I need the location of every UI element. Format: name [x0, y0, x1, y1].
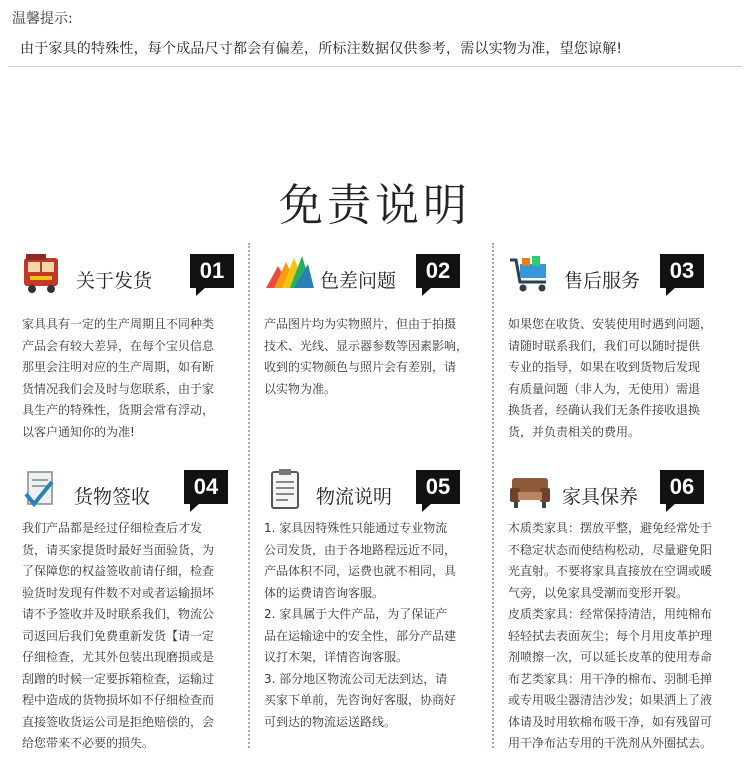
card-number-badge: 06 [660, 470, 704, 504]
card-text-line: 验货时发现有件数不对或者运输损坏 [22, 585, 215, 600]
card-body [508, 314, 733, 443]
card-after-sales [508, 252, 733, 443]
card-text-line: 程中造成的货物损坏如不仔细检查而 [22, 693, 215, 707]
card-text-line: 轻轻拭去表面灰尘；每个月用皮革护理 [508, 628, 713, 643]
card-text-line: 技术、光线、显示器参数等因素影响， [264, 338, 469, 353]
card-number-badge: 01 [190, 254, 234, 288]
card-text-line: 专业的指导，如果在收到货物后发现 [508, 360, 701, 374]
card-number-badge: 05 [416, 470, 460, 504]
card-number-badge: 02 [416, 254, 460, 288]
card-logistics [264, 468, 489, 733]
card-text-line: 2. 家具属于大件产品，为了保证产 [264, 607, 448, 621]
card-body [508, 518, 736, 755]
card-text-line: 皮质类家具：经常保持清洁，用纯棉布 [508, 607, 713, 621]
card-text-line: 请不予签收并及时联系我们，物流公 [22, 607, 215, 621]
card-text-line: 不稳定状态而使结构松动，尽量避免阳 [508, 542, 713, 557]
card-text-line: 刮蹭的时候一定要拆箱检查，运输过 [22, 671, 215, 686]
card-text-line: 那里会注明对应的生产周期，如有断 [22, 360, 215, 374]
card-body [264, 518, 489, 733]
card-text-line: 光直射。不要将家具直接放在空调或暖 [508, 564, 713, 578]
card-text-line: 我们产品都是经过仔细检查后才发 [22, 521, 203, 535]
card-text-line: 有质量问题（非人为，无使用）需退 [508, 381, 701, 396]
card-text-line: 家具具有一定的生产周期且不同种类 [22, 317, 215, 331]
card-number-badge: 04 [184, 470, 228, 504]
card-text-line: 具生产的特殊性，货期会常有浮动， [22, 403, 215, 417]
card-text-line: 议打木架，详情咨询客服。 [264, 650, 409, 664]
card-text-line: 仔细检查，尤其外包装出现磨损或是 [22, 650, 215, 664]
card-text-line: 收到的实物颜色与照片会有差别，请 [264, 360, 457, 374]
card-text-line: 品在运输途中的安全性，部分产品建 [264, 628, 457, 643]
card-text-line: 木质类家具：摆放平整，避免经常处于 [508, 521, 713, 535]
card-text-line: 气旁，以免家具受潮而变形开裂。 [508, 585, 689, 600]
tips-text: 由于家具的特殊性，每个成品尺寸都会有偏差，所标注数据仅供参考，需以实物为准，望您谅解! [20, 41, 623, 57]
card-title: 关于发货 [76, 270, 153, 292]
card-text-line: 体请及时用软棉布吸干净，如有残留可 [508, 714, 713, 729]
shopping-cart-icon [508, 252, 552, 296]
card-text-line: 可到达的物流运送路线。 [264, 714, 397, 729]
sofa-icon [508, 468, 552, 512]
card-text-line: 公司发货，由于各地路程远近不同， [264, 542, 457, 557]
card-text-line: 换货者，经确认我们无条件接收退换 [508, 403, 701, 417]
card-text-line: 司返回后我们免费重新发货【请一定 [22, 628, 215, 643]
card-body [22, 518, 247, 755]
card-text-line: 给您带来不必要的损失。 [22, 736, 155, 750]
card-body [22, 314, 247, 443]
card-text-line: 1. 家具因特殊性只能通过专业物流 [264, 521, 448, 535]
checklist-icon [22, 468, 64, 512]
card-text-line: 产品会有较大差异，在每个宝贝信息 [22, 338, 215, 353]
card-text-line: 如果您在收货、安装使用时遇到问题， [508, 317, 713, 331]
card-text-line: 货情况我们会及时与您联系，由于家 [22, 381, 215, 396]
card-title: 家具保养 [562, 486, 639, 508]
card-text-line: 3. 部分地区物流公司无法到达，请 [264, 671, 448, 686]
card-text-line: 或专用吸尘器清洁沙发；如果洒上了液 [508, 693, 713, 707]
card-body [264, 314, 489, 400]
card-text-line: 以客户通知你的为准! [22, 424, 135, 439]
card-text-line: 买家下单前，先咨询好客服，协商好 [264, 693, 457, 707]
clipboard-icon [264, 468, 306, 512]
card-text-line: 体的运费请咨询客服。 [264, 585, 385, 600]
card-title: 色差问题 [320, 270, 397, 292]
card-maintenance [508, 468, 733, 755]
tips-title: 温馨提示: [12, 11, 73, 27]
column-divider [492, 243, 494, 748]
card-title: 售后服务 [564, 270, 641, 292]
card-text-line: 货，请买家提货时最好当面验货，为 [22, 542, 215, 557]
card-text-line: 剂喷擦一次，可以延长皮革的使用寿命 [508, 650, 713, 664]
card-title: 货物签收 [74, 486, 151, 508]
card-color-difference [264, 252, 489, 400]
card-title: 物流说明 [316, 486, 393, 508]
card-text-line: 货，并负责相关的费用。 [508, 424, 641, 439]
card-shipping [22, 252, 247, 443]
card-receipt [22, 468, 247, 755]
color-swatch-icon [264, 252, 314, 296]
card-text-line: 以实物为准。 [264, 381, 337, 396]
card-text-line: 了保障您的权益签收前请仔细，检查 [22, 564, 215, 578]
page-title: 免责说明 [279, 180, 471, 232]
card-text-line: 用干净布沾专用的干洗剂从外圈拭去。 [508, 736, 713, 750]
tips-divider [8, 66, 742, 67]
column-divider [248, 243, 250, 748]
card-text-line: 布艺类家具：用干净的棉布、羽制毛掸 [508, 671, 713, 686]
card-text-line: 请随时联系我们，我们可以随时提供 [508, 338, 701, 353]
truck-icon [22, 252, 64, 296]
card-text-line: 直接签收货运公司是拒绝赔偿的，会 [22, 714, 215, 729]
card-number-badge: 03 [660, 254, 704, 288]
card-text-line: 产品体积不同，运费也就不相同，具 [264, 564, 457, 578]
card-text-line: 产品图片均为实物照片，但由于拍摄 [264, 317, 457, 331]
